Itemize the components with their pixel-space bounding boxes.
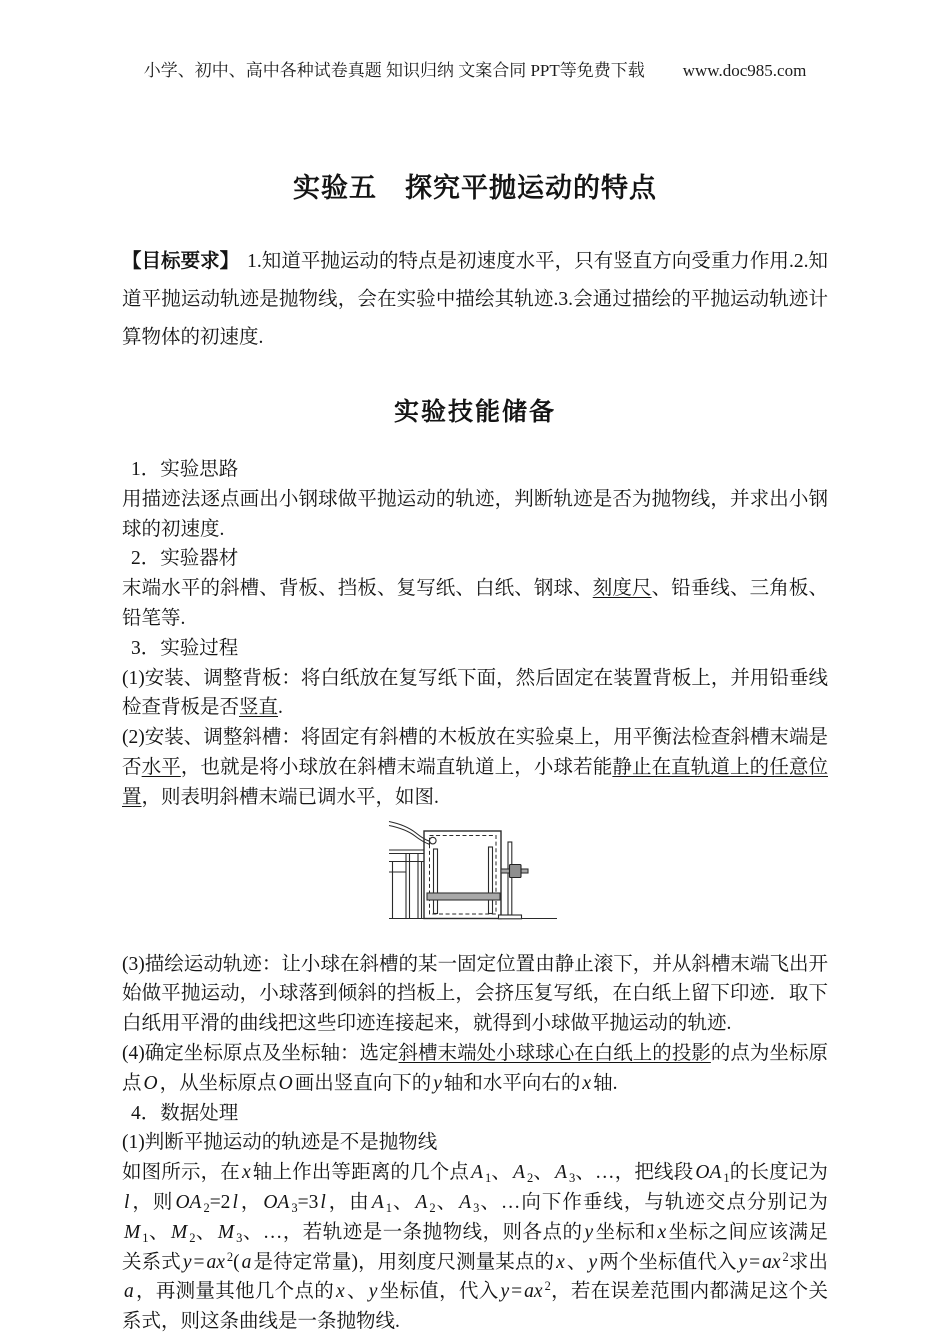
paragraph: (3)描绘运动轨迹：让小球在斜槽的某一固定位置由静止滚下，并从斜槽末端飞出开始做平抛运动，小球落到倾斜的挡板上，会挤压复写纸，在白纸上留下印迹．取下白纸用平滑的曲线把这些印迹连接起来，就得到小球做平抛运动的轨迹. [122,953,828,1035]
math-variable: y [433,1072,442,1094]
paragraph: (1)判断平抛运动的轨迹是不是抛物线 [122,1132,438,1154]
math-variable: l [320,1191,326,1213]
paragraph: 用描迹法逐点画出小钢球做平抛运动的轨迹，判断轨迹是否为抛物线，并求出小钢球的初速度. [122,488,828,540]
subscript: 2 [429,1200,436,1215]
paragraph: 末端水平的斜槽、背板、挡板、复写纸、白纸、钢球、刻度尺、铅垂线、三角板、铅笔等. [122,578,828,629]
math-variable: A [471,1162,483,1184]
math-variable: M [124,1221,141,1243]
subscript: 1 [142,1230,149,1245]
math-variable: A [555,1162,567,1184]
math-variable: l [232,1191,238,1213]
numbered-heading: 2．实验器材 [131,548,239,570]
math-variable: A [415,1191,428,1213]
math-variable: y [588,1251,598,1273]
underline-emphasis: 斜槽末端处小球球心在白纸上的投影 [398,1042,711,1064]
page-header [122,60,828,82]
math-variable: O [278,1072,293,1094]
subscript: 1 [385,1200,392,1215]
math-variable: x [657,1221,667,1243]
underline-emphasis: 静止在直轨道上的任意位置 [122,756,828,808]
goal-label: 【目标要求】 [122,250,240,272]
math-variable: M [217,1221,235,1243]
subscript: 1 [484,1171,492,1186]
goal-paragraph [122,242,828,357]
superscript: 2 [782,1249,789,1264]
subscript: 3 [236,1230,243,1245]
math-variable: a [241,1251,252,1273]
post-right [489,847,493,914]
page-title: 实验五 探究平抛运动的特点 [293,173,657,203]
math-variable: A [371,1191,384,1213]
table [389,850,426,918]
math-variable: M [170,1221,188,1243]
superscript: 2 [544,1279,551,1294]
clamp [501,864,528,877]
math-variable: ax [762,1251,781,1273]
header-text: 小学、初中、高中各种试卷真题 知识归纳 文案合同 PPT等免费下载 [143,61,645,80]
section-heading: 实验技能储备 [393,399,556,426]
paragraph: (1)安装、调整背板：将白纸放在复写纸下面，然后固定在装置背板上，并用铅垂线检查背板是否竖直. [122,667,828,719]
numbered-heading: 4．数据处理 [131,1102,239,1124]
math-variable: x [336,1281,345,1303]
math-variable: x [556,1251,565,1273]
math-variable: A [459,1191,472,1213]
subscript: 1 [723,1171,730,1186]
subscript: 2 [526,1171,534,1186]
math-variable: A [513,1162,525,1184]
math-variable: y [368,1281,378,1303]
crossbar [427,893,500,900]
subscript: 3 [568,1171,576,1186]
post-left [434,849,438,914]
underline-emphasis: 竖直 [239,697,279,719]
body-content [122,455,828,1337]
paragraph: (4)确定坐标原点及坐标轴：选定斜槽末端处小球球心在白纸上的投影的点为坐标原点 O ，从坐标原点 O 画出竖直向下的 y 轴和水平向右的 x 轴. [122,1042,828,1094]
underline-emphasis: 刻度尺 [592,578,652,600]
steel-ball [430,837,437,844]
math-variable: y [584,1221,594,1243]
math-variable: OA [263,1191,290,1213]
superscript: 2 [226,1249,234,1264]
subscript: 3 [291,1200,298,1215]
numbered-heading: 3．实验过程 [131,637,239,659]
paragraph: 如图所示，在 x 轴上作出等距离的几个点 A $_1$、 A $_2$、 A $_3$、…，把线段 OA $_1$的长度记为l ，则 OA $_2$=2 l ， OA $_3$=3 l ，由 A $_1$、 A $_2$、 A $_3$、…向下作垂线，与轨迹交点分别记为M $_1$、 M $_2$、 M $_3$、…，若轨迹是一条抛物线，则各点的 y 坐标和 x 坐标之间应该满足关系式 y = ax $^2$( a 是待定常量)，用刻度尺测量某点的 x 、 y 两个坐标值代入 y = ax $^2$求出a ，再测量其他几个点的 x 、 y 坐标值，代入 y = ax $^2$，若在误差范围内都满足这个关系式，则这条曲线是一条抛物线. [122,1162,828,1333]
math-variable: a [124,1281,134,1303]
apparatus-figure [122,818,828,943]
math-variable: x [582,1072,592,1094]
stand [499,842,522,919]
numbered-heading: 1．实验思路 [131,459,239,480]
math-variable: y [500,1281,510,1303]
header-site-url: www.doc985.com [682,61,807,80]
math-variable: y [182,1251,192,1273]
math-variable: ax [206,1251,225,1273]
subscript: 3 [473,1200,480,1215]
underline-emphasis: 水平 [141,756,181,778]
paragraph: (2)安装、调整斜槽：将固定有斜槽的木板放在实验桌上，用平衡法检查斜槽末端是否水平，也就是将小球放在斜槽末端直轨道上，小球若能静止在直轨道上的任意位置，则表明斜槽末端已调水平，如图. [122,727,828,808]
math-variable: y [738,1251,748,1273]
math-variable: OA [175,1191,202,1213]
math-variable: ax [524,1281,543,1303]
apparatus-diagram [366,818,584,938]
math-variable: OA [695,1162,722,1184]
math-variable: l [124,1191,130,1213]
subscript: 2 [189,1230,196,1245]
goal-text: 1.知道平抛运动的特点是初速度水平，只有竖直方向受重力作用.2.知道平抛运动轨迹是抛物线，会在实验中描绘其轨迹.3.会通过描绘的平抛运动轨迹计算物体的初速度. [122,251,828,348]
math-variable: x [241,1162,251,1184]
math-variable: O [143,1072,158,1094]
subscript: 2 [203,1200,210,1215]
